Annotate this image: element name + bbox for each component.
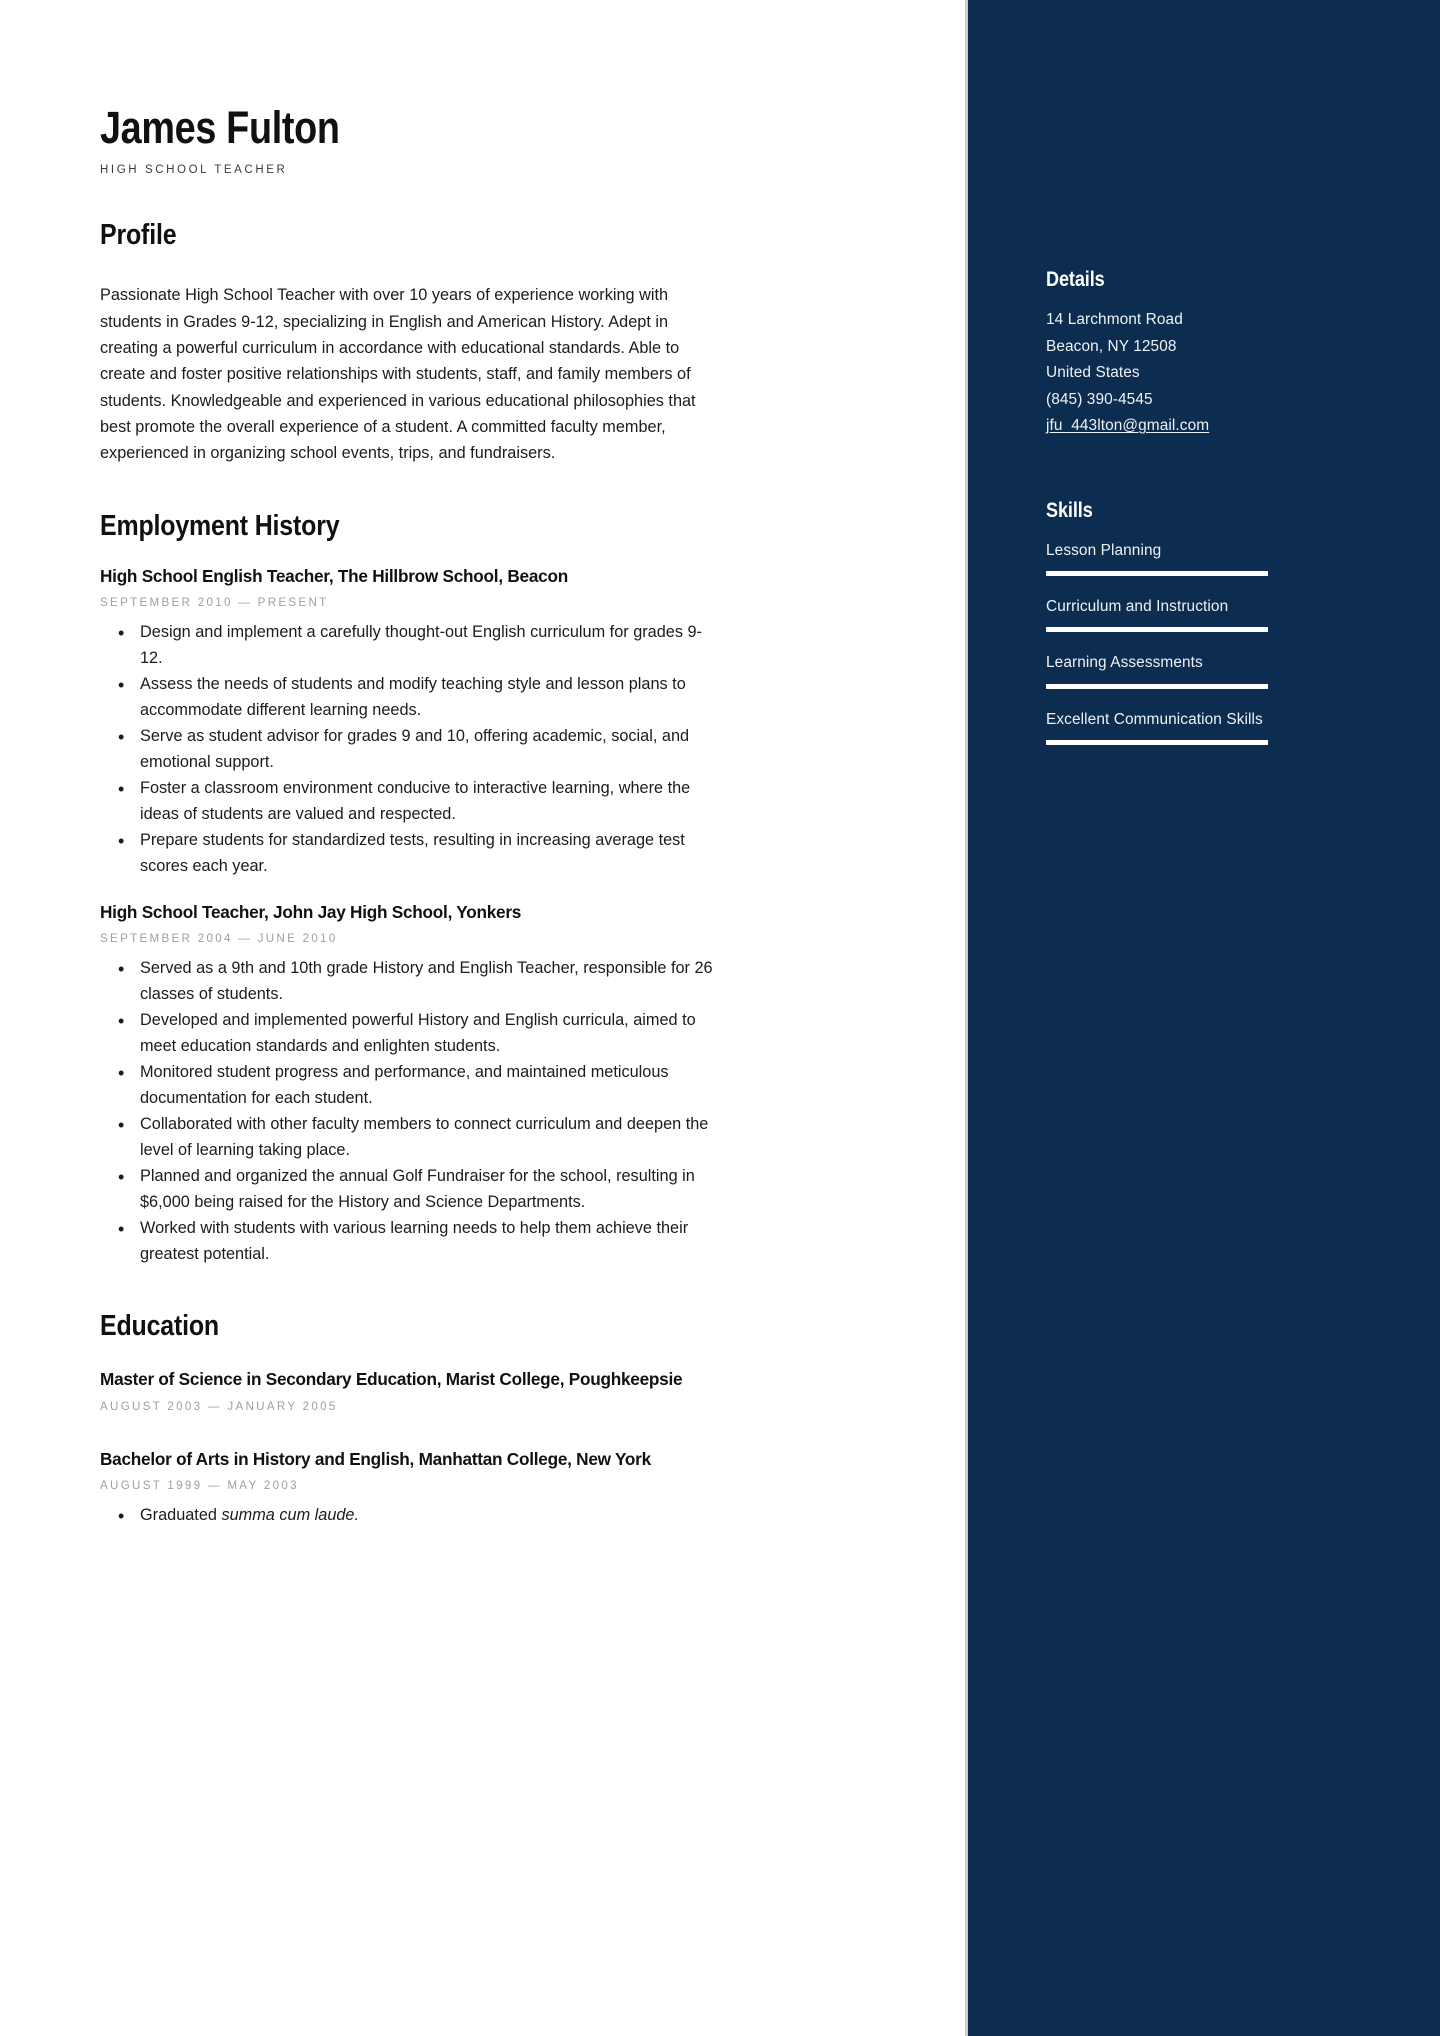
list-item: • Design and implement a carefully thought-out English curriculum for grades 9-12. <box>140 620 720 671</box>
skill-label: Lesson Planning <box>1046 541 1162 559</box>
employment-entry-date: SEPTEMBER 2004 — JUNE 2010 <box>100 932 338 946</box>
detail-phone: (845) 390-4545 <box>1046 390 1153 408</box>
list-item: • Planned and organized the annual Golf Fundraiser for the school, resulting in $6,000 being raised for the History and Science Departments. <box>140 1164 720 1215</box>
employment-entry-bullets <box>100 956 865 1267</box>
skill-level-track <box>1046 684 1268 689</box>
list-item: • Served as a 9th and 10th grade History and English Teacher, responsible for 26 classes of students. <box>140 956 720 1007</box>
education-heading: Education <box>100 1310 220 1343</box>
list-item: • Collaborated with other faculty members to connect curriculum and deepen the level of learning taking place. <box>140 1112 720 1163</box>
employment-entry-title: High School Teacher, John Jay High School, Yonkers <box>100 902 522 923</box>
details-list <box>1046 307 1440 439</box>
candidate-name: James Fulton <box>100 102 340 153</box>
employment-entry-date: SEPTEMBER 2010 — PRESENT <box>100 596 329 610</box>
list-item: • Monitored student progress and performance, and maintained meticulous documentation for each student. <box>140 1060 720 1111</box>
list-item: • Worked with students with various learning needs to help them achieve their greatest potential. <box>140 1216 720 1267</box>
list-item: • Graduated summa cum laude. <box>140 1503 720 1529</box>
education-entry-bullets <box>100 1503 865 1529</box>
skills-heading: Skills <box>1046 498 1093 522</box>
skill-level-track <box>1046 740 1268 745</box>
skill-level-track <box>1046 627 1268 632</box>
detail-country: United States <box>1046 364 1140 382</box>
list-item: • Serve as student advisor for grades 9 and 10, offering academic, social, and emotional support. <box>140 724 720 775</box>
resume-sidebar <box>968 0 1440 2036</box>
skill-item <box>1046 652 1440 688</box>
details-heading: Details <box>1046 268 1105 291</box>
education-entry-date: AUGUST 2003 — JANUARY 2005 <box>100 1399 338 1413</box>
employment-entry <box>100 565 865 879</box>
skill-level-track <box>1046 571 1268 576</box>
skill-item <box>1046 709 1440 745</box>
skill-level-fill <box>1046 740 1268 745</box>
employment-entry-title: High School English Teacher, The Hillbrow School, Beacon <box>100 565 568 586</box>
list-item: • Prepare students for standardized tests, resulting in increasing average test scores each year. <box>140 828 720 879</box>
employment-history-heading: Employment History <box>100 509 340 542</box>
detail-address-line1: 14 Larchmont Road <box>1046 311 1183 329</box>
details-section <box>1046 268 1440 440</box>
skill-item <box>1046 540 1440 576</box>
employment-history-section <box>100 511 865 1268</box>
skill-level-fill <box>1046 627 1268 632</box>
skill-label: Learning Assessments <box>1046 654 1203 672</box>
list-item: • Foster a classroom environment conducive to interactive learning, where the ideas of students are valued and respected. <box>140 776 720 827</box>
employment-entry-bullets <box>100 620 865 879</box>
education-section <box>100 1311 865 1528</box>
skill-level-fill <box>1046 684 1268 689</box>
profile-text: Passionate High School Teacher with over 10 years of experience working with students in Grades 9-12, specializing in English and American History. Adept in creating a powerful curriculum in accordance with educational standards. Able to create and foster positive relationships with students, staff, and family members of students. Knowledgeable and experienced in various educational philosophies that best promote the overall experience of a student. A committed faculty member, experienced in organizing school events, trips, and fundraisers. <box>100 286 696 463</box>
education-entry-title: Master of Science in Secondary Education, Marist College, Poughkeepsie <box>100 1369 683 1390</box>
list-item: • Assess the needs of students and modify teaching style and lesson plans to accommodate different learning needs. <box>140 672 720 723</box>
education-entry-date: AUGUST 1999 — MAY 2003 <box>100 1479 299 1493</box>
education-entry-title: Bachelor of Arts in History and English, Manhattan College, New York <box>100 1448 651 1469</box>
detail-address-line2: Beacon, NY 12508 <box>1046 337 1177 355</box>
education-entry <box>100 1368 865 1412</box>
skill-level-fill <box>1046 571 1268 576</box>
skill-item <box>1046 596 1440 632</box>
skills-section <box>1046 499 1440 745</box>
profile-heading: Profile <box>100 219 177 252</box>
skill-label: Curriculum and Instruction <box>1046 597 1229 615</box>
detail-email-link[interactable]: jfu_443lton@gmail.com <box>1046 417 1210 435</box>
employment-entry <box>100 901 865 1267</box>
list-item: • Developed and implemented powerful History and English curricula, aimed to meet education standards and enlighten students. <box>140 1008 720 1059</box>
skill-label: Excellent Communication Skills <box>1046 710 1263 728</box>
education-entry <box>100 1448 865 1529</box>
profile-section <box>100 220 865 467</box>
candidate-job-title: HIGH SCHOOL TEACHER <box>100 164 288 177</box>
skills-list <box>1046 540 1440 745</box>
